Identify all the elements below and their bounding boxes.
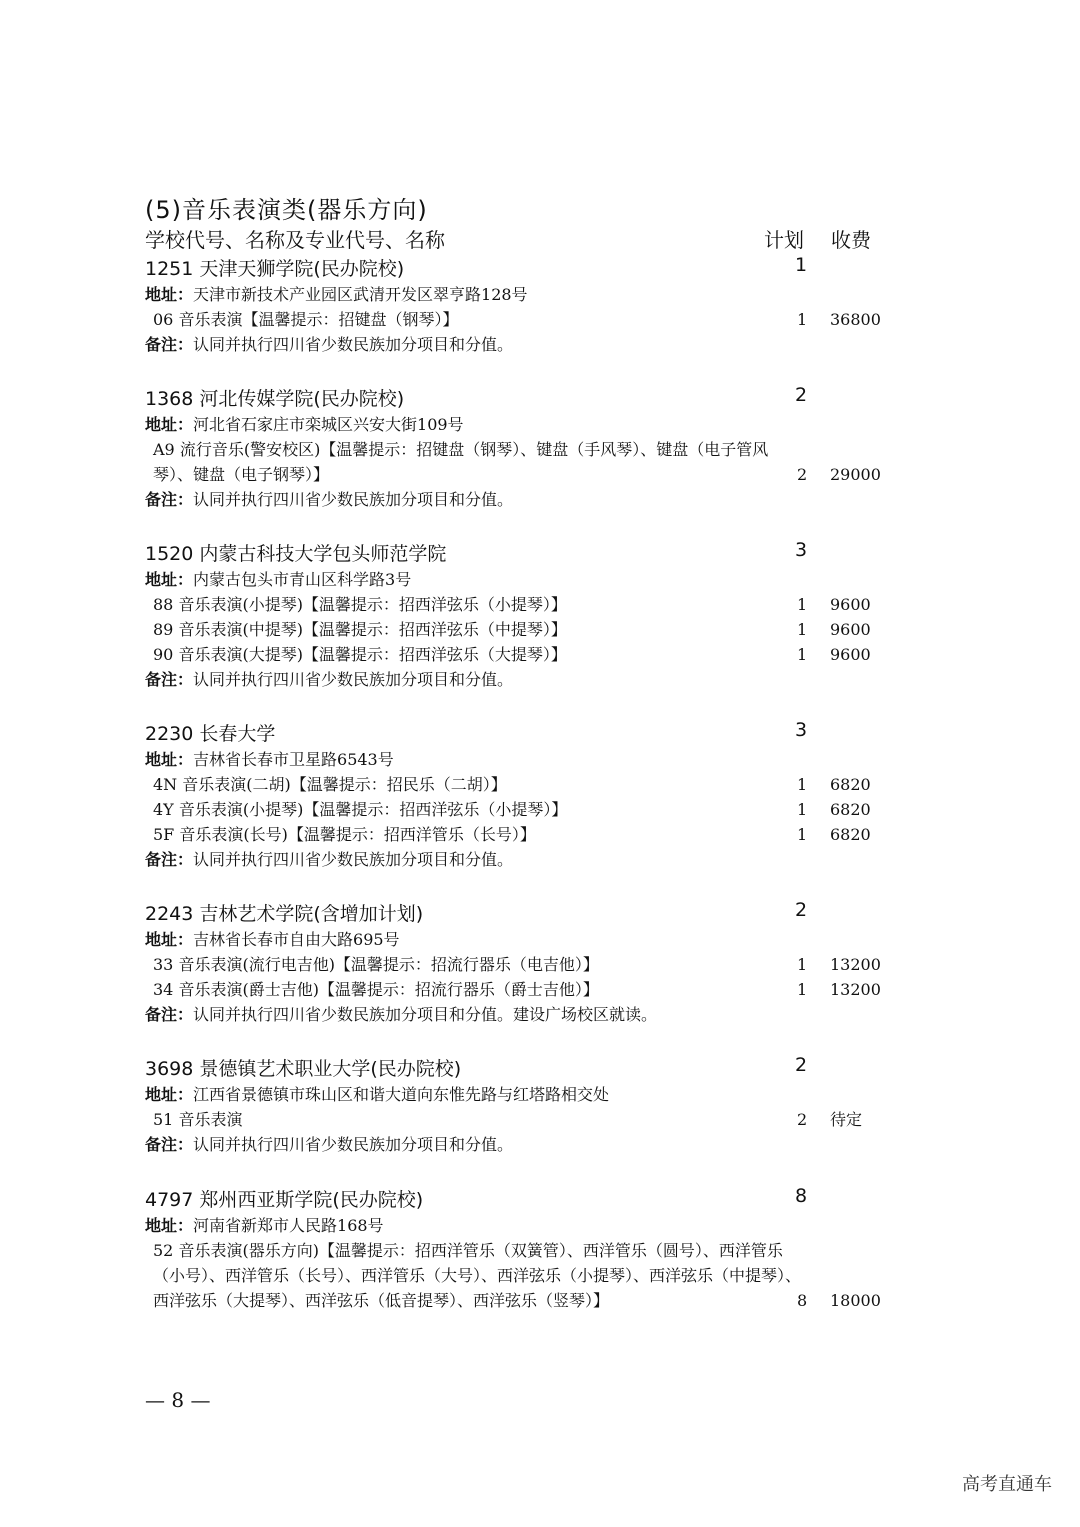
address-label: 地址： xyxy=(145,1085,194,1104)
school-entry xyxy=(145,384,905,512)
school-entry xyxy=(145,539,905,692)
school-address xyxy=(145,282,905,307)
major-plan: 1 xyxy=(797,310,808,329)
school-header xyxy=(145,1185,905,1213)
address-label: 地址： xyxy=(145,570,194,589)
section-title: (5)音乐表演类(器乐方向) xyxy=(145,196,428,224)
school-title: 1520 内蒙古科技大学包头师范学院 xyxy=(145,543,447,565)
school-plan: 3 xyxy=(795,719,808,741)
school-note xyxy=(145,1002,905,1027)
note-label: 备注： xyxy=(145,1135,194,1154)
school-header xyxy=(145,1054,905,1082)
major-text: 34 音乐表演(爵士吉他)【温馨提示：招流行器乐（爵士吉他）】 xyxy=(153,980,599,999)
school-header xyxy=(145,539,905,567)
major-row xyxy=(145,617,905,642)
school-note xyxy=(145,847,905,872)
note-text: 认同并执行四川省少数民族加分项目和分值。 xyxy=(193,850,514,869)
major-text: 52 音乐表演(器乐方向)【温馨提示：招西洋管乐（双簧管）、西洋管乐（圆号）、西洋管乐（小号）、西洋管乐（长号）、西洋管乐（大号）、西洋弦乐（小提琴）、西洋弦乐（中提琴）、西洋弦乐（大提琴）、西洋弦乐（低音提琴）、西洋弦乐（竖琴）】 xyxy=(153,1241,802,1310)
school-note xyxy=(145,667,905,692)
major-plan: 1 xyxy=(797,620,808,639)
major-row xyxy=(145,822,905,847)
column-header-row xyxy=(145,224,905,254)
school-note xyxy=(145,332,905,357)
school-title: 3698 景德镇艺术职业大学(民办院校) xyxy=(145,1058,462,1080)
school-plan: 1 xyxy=(795,254,808,276)
major-row xyxy=(145,642,905,667)
major-row xyxy=(145,952,905,977)
major-fee: 36800 xyxy=(830,310,881,329)
address-text: 吉林省长春市卫星路6543号 xyxy=(193,750,394,769)
note-label: 备注： xyxy=(145,850,194,869)
page-number: — 8 — xyxy=(145,1388,211,1412)
school-header xyxy=(145,384,905,412)
major-text: 88 音乐表演(小提琴)【温馨提示：招西洋弦乐（小提琴）】 xyxy=(153,595,567,614)
major-plan: 1 xyxy=(797,595,808,614)
school-title: 4797 郑州西亚斯学院(民办院校) xyxy=(145,1189,424,1211)
school-header xyxy=(145,899,905,927)
major-text: 51 音乐表演 xyxy=(153,1110,243,1129)
school-title: 1368 河北传媒学院(民办院校) xyxy=(145,388,405,410)
school-entry xyxy=(145,1054,905,1157)
school-plan: 2 xyxy=(795,384,808,406)
address-text: 吉林省长春市自由大路695号 xyxy=(193,930,400,949)
major-fee: 6820 xyxy=(830,825,871,844)
column-header-fee: 收费 xyxy=(831,228,871,252)
address-text: 江西省景德镇市珠山区和谐大道向东惟先路与红塔路相交处 xyxy=(193,1085,610,1104)
note-text: 认同并执行四川省少数民族加分项目和分值。建设广场校区就读。 xyxy=(193,1005,658,1024)
major-text: 33 音乐表演(流行电吉他)【温馨提示：招流行器乐（电吉他）】 xyxy=(153,955,599,974)
address-text: 河南省新郑市人民路168号 xyxy=(193,1216,384,1235)
school-note xyxy=(145,1132,905,1157)
address-label: 地址： xyxy=(145,750,194,769)
address-text: 河北省石家庄市栾城区兴安大街109号 xyxy=(193,415,464,434)
school-entry xyxy=(145,719,905,872)
major-plan: 1 xyxy=(797,775,808,794)
school-header xyxy=(145,719,905,747)
major-plan: 1 xyxy=(797,955,808,974)
major-plan: 1 xyxy=(797,645,808,664)
major-row xyxy=(145,772,905,797)
major-fee: 9600 xyxy=(830,620,871,639)
major-plan: 2 xyxy=(797,1110,808,1129)
school-header xyxy=(145,254,905,282)
column-header-name: 学校代号、名称及专业代号、名称 xyxy=(145,228,445,252)
address-label: 地址： xyxy=(145,285,194,304)
note-label: 备注： xyxy=(145,1005,194,1024)
school-address xyxy=(145,1213,905,1238)
major-plan: 8 xyxy=(797,1291,808,1310)
major-fee: 18000 xyxy=(830,1291,881,1310)
school-address xyxy=(145,747,905,772)
school-address xyxy=(145,1082,905,1107)
school-note xyxy=(145,487,905,512)
major-fee: 9600 xyxy=(830,645,871,664)
note-text: 认同并执行四川省少数民族加分项目和分值。 xyxy=(193,335,514,354)
school-title: 2243 吉林艺术学院(含增加计划) xyxy=(145,903,424,925)
school-address xyxy=(145,412,905,437)
school-title: 1251 天津天狮学院(民办院校) xyxy=(145,258,405,280)
major-fee: 13200 xyxy=(830,955,881,974)
major-plan: 1 xyxy=(797,825,808,844)
school-title: 2230 长春大学 xyxy=(145,723,276,745)
address-label: 地址： xyxy=(145,930,194,949)
address-text: 天津市新技术产业园区武清开发区翠亨路128号 xyxy=(193,285,528,304)
major-fee: 6820 xyxy=(830,800,871,819)
major-text: 06 音乐表演【温馨提示：招键盘（钢琴）】 xyxy=(153,310,459,329)
address-label: 地址： xyxy=(145,1216,194,1235)
major-row xyxy=(145,797,905,822)
major-row xyxy=(145,1238,905,1313)
major-row xyxy=(145,1107,905,1132)
school-address xyxy=(145,927,905,952)
note-label: 备注： xyxy=(145,670,194,689)
note-label: 备注： xyxy=(145,490,194,509)
major-row xyxy=(145,307,905,332)
major-text: 89 音乐表演(中提琴)【温馨提示：招西洋弦乐（中提琴）】 xyxy=(153,620,567,639)
address-label: 地址： xyxy=(145,415,194,434)
major-fee: 9600 xyxy=(830,595,871,614)
school-plan: 2 xyxy=(795,1054,808,1076)
note-label: 备注： xyxy=(145,335,194,354)
major-fee: 6820 xyxy=(830,775,871,794)
major-text: 4N 音乐表演(二胡)【温馨提示：招民乐（二胡）】 xyxy=(153,775,507,794)
column-header-plan: 计划 xyxy=(764,228,804,252)
major-fee: 13200 xyxy=(830,980,881,999)
major-row xyxy=(145,592,905,617)
major-plan: 1 xyxy=(797,800,808,819)
major-fee: 29000 xyxy=(830,465,881,484)
school-plan: 2 xyxy=(795,899,808,921)
major-plan: 2 xyxy=(797,465,808,484)
school-plan: 3 xyxy=(795,539,808,561)
address-text: 内蒙古包头市青山区科学路3号 xyxy=(193,570,412,589)
major-text: 90 音乐表演(大提琴)【温馨提示：招西洋弦乐（大提琴）】 xyxy=(153,645,567,664)
major-text: 5F 音乐表演(长号)【温馨提示：招西洋管乐（长号）】 xyxy=(153,825,536,844)
major-text: 4Y 音乐表演(小提琴)【温馨提示：招西洋弦乐（小提琴）】 xyxy=(153,800,568,819)
note-text: 认同并执行四川省少数民族加分项目和分值。 xyxy=(193,670,514,689)
school-entry xyxy=(145,899,905,1027)
major-text: A9 流行音乐(警安校区)【温馨提示：招键盘（钢琴）、键盘（手风琴）、键盘（电子管风琴）、键盘（电子钢琴）】 xyxy=(153,440,769,484)
major-fee: 待定 xyxy=(830,1110,863,1129)
major-plan: 1 xyxy=(797,980,808,999)
school-entry xyxy=(145,254,905,357)
school-address xyxy=(145,567,905,592)
major-row xyxy=(145,977,905,1002)
school-entry xyxy=(145,1185,905,1313)
watermark: 高考直通车 xyxy=(962,1474,1052,1495)
school-plan: 8 xyxy=(795,1185,808,1207)
note-text: 认同并执行四川省少数民族加分项目和分值。 xyxy=(193,490,514,509)
major-row xyxy=(145,437,905,487)
note-text: 认同并执行四川省少数民族加分项目和分值。 xyxy=(193,1135,514,1154)
